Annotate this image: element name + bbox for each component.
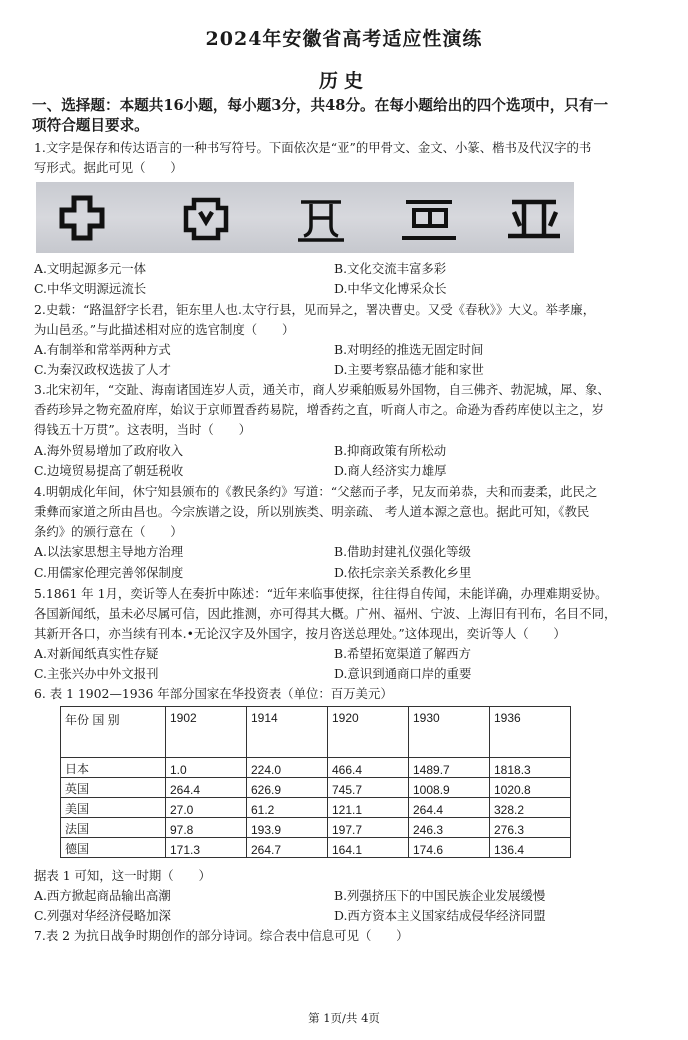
q5-option-a: A.对新闻纸真实性存疑 <box>34 646 159 661</box>
q6-stem: 6. 表 1 1902—1936 年部分国家在华投资表（单位：百万美元） <box>34 686 393 701</box>
q5-stem-line2: 各国新闻纸，虽未必尽属可信，因此推测，亦可得其大概。广州、福州、宁波、上海旧有刊布，名目不同， <box>34 606 617 621</box>
q2-option-c: C.为秦汉政权选拔了人才 <box>34 362 171 377</box>
q5-stem-line1: 5.1861 年 1月，奕䜣等人在奏折中陈述：“近年来临事使探，往往得自传闻，未能详确，办理难期妥协。 <box>34 586 608 601</box>
simplified-glyph <box>508 202 560 236</box>
page-footer: 第 1页/共 4页 <box>308 1011 380 1025</box>
table-value-cell: 1489.7 <box>409 758 490 778</box>
table-value-cell: 264.4 <box>166 778 247 798</box>
table-row <box>61 778 571 798</box>
table-value-cell: 328.2 <box>490 798 571 818</box>
table-header-row <box>61 707 571 758</box>
table-year-header: 1920 <box>328 707 409 758</box>
table-value-cell: 626.9 <box>247 778 328 798</box>
q2-option-b: B.对明经的推选无固定时间 <box>334 342 484 357</box>
table-value-cell: 224.0 <box>247 758 328 778</box>
q5-option-c: C.主张兴办中外文报刊 <box>34 666 159 681</box>
ya-character-evolution-image <box>36 182 574 253</box>
q6-option-b: B.列强挤压下的中国民族企业发展缓慢 <box>334 888 546 903</box>
q4-stem-line1: 4.明朝成化年间，休宁知县颁布的《教民条约》写道：“父慈而子孝，兄友而弟恭，夫和而妻柔，此民之 <box>34 484 598 499</box>
table-country-cell: 英国 <box>61 778 166 798</box>
regular-script-glyph <box>402 202 456 238</box>
q3-stem-line1: 3.北宋初年，“交趾、海南诸国连岁人贡，通关市，商人岁乘舶贩易外国物，自三佛齐、勃泥城，犀、象、 <box>34 382 610 397</box>
table-value-cell: 276.3 <box>490 818 571 838</box>
oracle-bone-glyph <box>62 198 102 238</box>
q5-option-b: B.希望拓宽渠道了解西方 <box>334 646 471 661</box>
q3-option-c: C.边境贸易提高了朝廷税收 <box>34 463 184 478</box>
q7-stem: 7.表 2 为抗日战争时期创作的部分诗词。综合表中信息可见（ ） <box>34 928 409 943</box>
table-country-cell: 德国 <box>61 838 166 858</box>
q1-option-c: C.中华文明源远流长 <box>34 281 147 296</box>
q5-stem-line3: 其新开各口，亦当续有刊本.•无论汉字及外国字，按月咨送总理处。”这体现出，奕䜣等人（ ） <box>34 626 566 641</box>
q4-stem-line2: 秉彝而家道之所由昌也。今宗族谱之设，所以别族类、明亲疏、 考人道本源之意也。据此可知，《教民 <box>34 504 590 519</box>
table-value-cell: 193.9 <box>247 818 328 838</box>
q3-stem-line2: 香药珍异之物充盈府库，始议于京师置香药易院，增香药之直，听商人市之。命逊为香药库使以主之，岁 <box>34 402 604 417</box>
table-country-cell: 日本 <box>61 758 166 778</box>
table-value-cell: 197.7 <box>328 818 409 838</box>
table-row <box>61 798 571 818</box>
q3-stem-line3: 得钱五十万贯”。这表明，当时（ ） <box>34 422 251 437</box>
q2-stem-line1: 2.史载：“路温舒字长君，钜东里人也.太守行县，见而异之，署决曹史。又受《春秋》》大义。举孝廉， <box>34 302 596 317</box>
table-year-header: 1936 <box>490 707 571 758</box>
q1-stem-line1: 1.文字是保存和传达语言的一种书写符号。下面依次是“亚”的甲骨文、金文、小篆、楷书及代汉字的书 <box>34 140 592 155</box>
table-value-cell: 1818.3 <box>490 758 571 778</box>
table-value-cell: 264.7 <box>247 838 328 858</box>
table-country-cell: 美国 <box>61 798 166 818</box>
table-year-header: 1930 <box>409 707 490 758</box>
exam-title: 2024年安徽省高考适应性演练 <box>205 28 483 50</box>
q6-option-a: A.西方掀起商品输出高潮 <box>34 888 171 903</box>
q6-option-d: D.西方资本主义国家结成侵华经济同盟 <box>334 908 546 923</box>
table-row <box>61 838 571 858</box>
table-value-cell: 164.1 <box>328 838 409 858</box>
table-year-header: 1914 <box>247 707 328 758</box>
q5-option-d: D.意识到通商口岸的重要 <box>334 666 472 681</box>
seal-glyph <box>298 202 344 240</box>
q4-stem-line3: 条约》的颁行意在（ ） <box>34 524 183 539</box>
subject-title: 历史 <box>318 70 369 92</box>
table-value-cell: 171.3 <box>166 838 247 858</box>
table-value-cell: 1.0 <box>166 758 247 778</box>
q4-option-a: A.以法家思想主导地方治理 <box>34 544 184 559</box>
q3-option-a: A.海外贸易增加了政府收入 <box>34 443 184 458</box>
bronze-glyph <box>186 200 226 238</box>
q4-option-b: B.借助封建礼仪强化等级 <box>334 544 471 559</box>
table-value-cell: 246.3 <box>409 818 490 838</box>
table-country-cell: 法国 <box>61 818 166 838</box>
table-value-cell: 121.1 <box>328 798 409 818</box>
table-corner-cell: 年份 国 别 <box>61 707 166 758</box>
table-value-cell: 466.4 <box>328 758 409 778</box>
table-value-cell: 264.4 <box>409 798 490 818</box>
table-value-cell: 174.6 <box>409 838 490 858</box>
q6-after-table: 据表 1 可知，这一时期（ ） <box>34 868 211 883</box>
investment-table <box>60 706 571 858</box>
table-year-header: 1902 <box>166 707 247 758</box>
q1-option-b: B.文化交流丰富多彩 <box>334 261 447 276</box>
table-value-cell: 136.4 <box>490 838 571 858</box>
table-row <box>61 758 571 778</box>
section-heading: 一、选择题：本题共16小题，每小题3分，共48分。在每小题给出的四个选项中，只有一 <box>32 97 609 114</box>
table-value-cell: 745.7 <box>328 778 409 798</box>
q3-option-b: B.抑商政策有所松动 <box>334 443 447 458</box>
section-heading-cont: 项符合题目要求。 <box>32 117 149 134</box>
table-value-cell: 61.2 <box>247 798 328 818</box>
table-value-cell: 27.0 <box>166 798 247 818</box>
q2-option-a: A.有制举和常举两种方式 <box>34 342 171 357</box>
q1-option-d: D.中华文化博采众长 <box>334 281 447 296</box>
q3-option-d: D.商人经济实力雄厚 <box>334 463 447 478</box>
q2-option-d: D.主要考察品德才能和家世 <box>334 362 484 377</box>
table-value-cell: 1008.9 <box>409 778 490 798</box>
q1-option-a: A.文明起源多元一体 <box>34 261 147 276</box>
table-row <box>61 818 571 838</box>
table-value-cell: 97.8 <box>166 818 247 838</box>
q6-option-c: C.列强对华经济侵略加深 <box>34 908 171 923</box>
q2-stem-line2: 为山邑丞。”与此描述相对应的选官制度（ ） <box>34 322 295 337</box>
q4-option-d: D.依托宗亲关系教化乡里 <box>334 565 472 580</box>
q1-stem-line2: 写形式。据此可见（ ） <box>34 160 183 175</box>
q4-option-c: C.用儒家伦理完善邻保制度 <box>34 565 184 580</box>
table-value-cell: 1020.8 <box>490 778 571 798</box>
